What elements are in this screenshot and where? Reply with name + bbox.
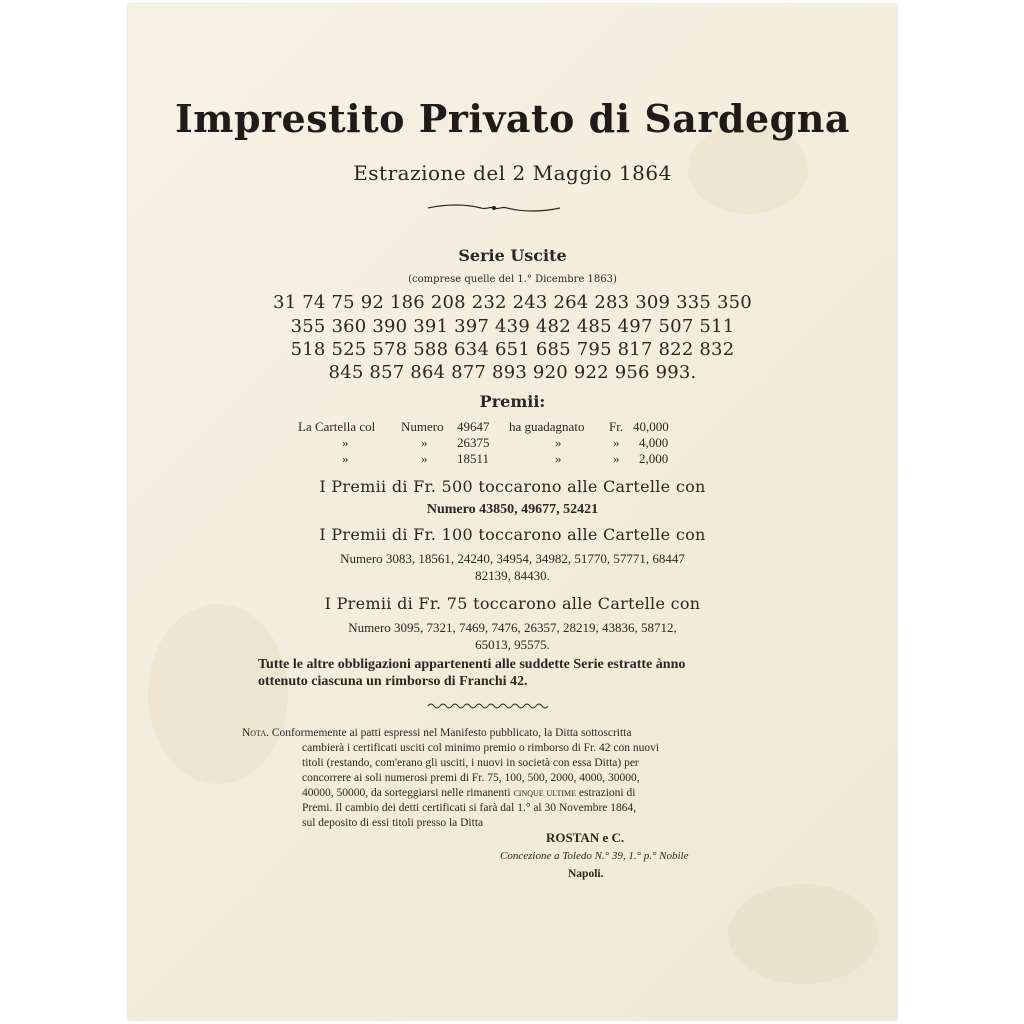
- closing-line: ottenuto ciascuna un rimborso di Franchi 42.: [258, 674, 528, 689]
- prize-500-heading: I Premii di Fr. 500 toccarono alle Cartelle con: [319, 477, 706, 496]
- prize-cell: »: [421, 435, 428, 450]
- premi-heading: Premii:: [479, 392, 546, 411]
- closing-paragraph: [258, 656, 685, 690]
- prize-500-numbers: Numero 43850, 49677, 52421: [426, 502, 599, 517]
- prize-cell: »: [613, 451, 620, 466]
- page-subtitle: Estrazione del 2 Maggio 1864: [353, 161, 672, 185]
- prize-cell: Numero: [401, 419, 444, 434]
- prize-row: [298, 435, 669, 451]
- prize-cell: »: [555, 435, 562, 450]
- closing-line: Tutte le altre obbligazioni appartenenti alle suddette Serie estratte ànno: [258, 657, 686, 672]
- serie-numbers-line: 518 525 578 588 634 651 685 795 817 822 832: [290, 339, 735, 360]
- nota-line: titoli (restando, com'erano gli usciti, i nuovi in società con essa Ditta) per: [302, 757, 639, 769]
- prize-75-heading: I Premii di Fr. 75 toccarono alle Cartelle con: [324, 594, 701, 613]
- prize-cell: La Cartella col: [298, 419, 376, 434]
- prize-cell: »: [421, 451, 428, 466]
- prize-cell: »: [613, 435, 620, 450]
- ornament-divider: [426, 200, 562, 216]
- serie-numbers-line: 355 360 390 391 397 439 482 485 497 507 511: [290, 316, 735, 337]
- nota-paragraph: [242, 726, 659, 831]
- prize-number: 18511: [457, 451, 490, 466]
- signature-firm: ROSTAN e C.: [546, 830, 625, 845]
- nota-emphasis: cinque ultime: [513, 787, 577, 799]
- signature-address: Concezione a Toledo N.° 39, 1.° p.° Nobile: [500, 850, 689, 862]
- nota-line: 40000, 50000, da sorteggiarsi nelle rimanenti: [302, 787, 511, 799]
- prize-amount: 40,000: [633, 419, 669, 434]
- nota-line: cambierà i certificati usciti col minimo premio o rimborso di Fr. 42 con nuovi: [302, 742, 660, 754]
- prize-row: [298, 451, 669, 467]
- page-title: Imprestito Privato di Sardegna: [174, 96, 850, 141]
- prize-cell: »: [342, 435, 349, 450]
- document-page: [128, 4, 897, 1020]
- paper-stain: [728, 884, 878, 984]
- prize-number: 26375: [457, 435, 490, 450]
- prize-75-numbers: 65013, 95575.: [475, 637, 550, 652]
- prize-amount: 4,000: [639, 435, 669, 450]
- nota-line: concorrere ai soli numerosi premi di Fr. 75, 100, 500, 2000, 4000, 30000,: [302, 772, 640, 784]
- nota-line: estrazioni di: [578, 787, 636, 799]
- nota-line: Premi. Il cambio dei detti certificati si farà dal 1.° al 30 Novembre 1864,: [302, 802, 637, 814]
- prize-100-numbers: 82139, 84430.: [475, 568, 550, 583]
- prize-row: [298, 419, 669, 435]
- prize-table: [298, 419, 669, 467]
- serie-numbers-line: 845 857 864 877 893 920 922 956 993.: [328, 362, 697, 383]
- prize-number: 49647: [457, 419, 490, 434]
- prize-amount: 2,000: [639, 451, 669, 466]
- nota-line: sul deposito di essi titoli presso la Ditta: [302, 817, 484, 829]
- prize-75-numbers: Numero 3095, 7321, 7469, 7476, 26357, 28219, 43836, 58712,: [348, 620, 677, 635]
- prize-cell: »: [342, 451, 349, 466]
- prize-100-heading: I Premii di Fr. 100 toccarono alle Cartelle con: [319, 525, 706, 544]
- serie-heading: Serie Uscite: [458, 246, 567, 265]
- wavy-divider: [426, 700, 550, 712]
- serie-numbers-line: 31 74 75 92 186 208 232 243 264 283 309 335 350: [273, 292, 752, 313]
- prize-100-numbers: Numero 3083, 18561, 24240, 34954, 34982, 51770, 57771, 68447: [340, 551, 685, 566]
- serie-note: (comprese quelle del 1.° Dicembre 1863): [408, 274, 617, 285]
- prize-cell: ha guadagnato: [509, 419, 585, 434]
- prize-cell: Fr.: [609, 419, 624, 434]
- prize-cell: »: [555, 451, 562, 466]
- signature-city: Napoli.: [568, 868, 604, 880]
- nota-line: Conformemente ai patti espressi nel Manifesto pubblicato, la Ditta sottoscritta: [271, 727, 632, 739]
- nota-label: Nota.: [242, 727, 269, 739]
